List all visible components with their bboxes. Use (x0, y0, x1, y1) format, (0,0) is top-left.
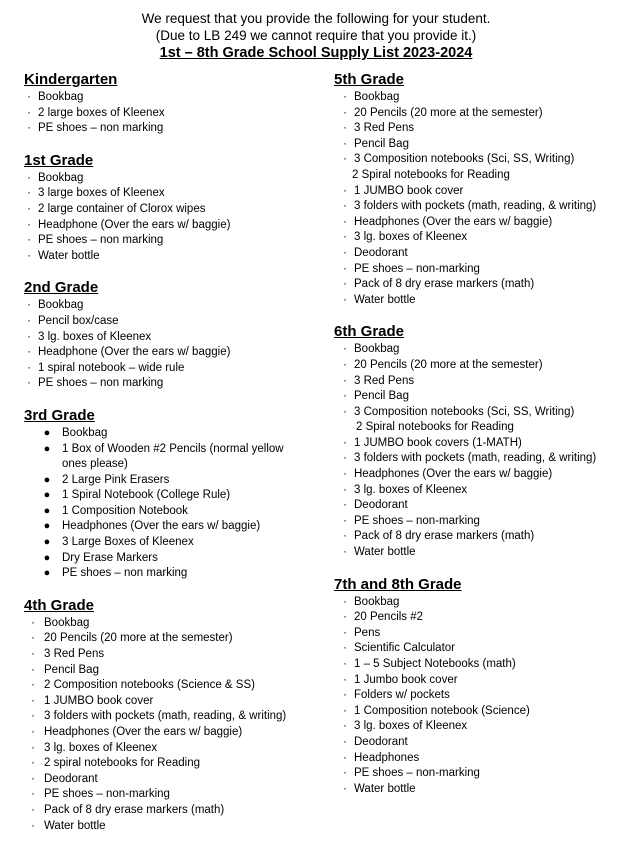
section-grade-6 (334, 322, 624, 560)
section-title: Kindergarten (24, 71, 118, 88)
bullet-icon: · (343, 689, 347, 702)
bullet-icon: ● (43, 504, 51, 517)
list-item: 2 Spiral notebooks for Reading (352, 168, 510, 181)
item-list (334, 436, 624, 561)
list-item (334, 121, 624, 137)
list-item (334, 673, 624, 689)
list-item (334, 467, 624, 483)
page-header (0, 10, 632, 62)
list-item (24, 249, 324, 265)
bullet-icon: · (343, 452, 347, 465)
request-line: We request that you provide the following for your student. (141, 11, 491, 26)
bullet-icon: · (343, 767, 347, 780)
list-item-text: Water bottle (354, 546, 416, 559)
bullet-icon: · (27, 91, 31, 103)
bullet-icon: · (343, 278, 347, 291)
bullet-icon: · (31, 741, 35, 754)
list-item-text: Water bottle (354, 782, 416, 795)
bullet-icon: · (27, 202, 31, 215)
item-list-continuation (334, 168, 624, 184)
list-item (24, 551, 294, 567)
list-item-text: Pack of 8 dry erase markers (math) (354, 278, 535, 291)
bullet-icon: · (31, 632, 35, 645)
bullet-icon: · (27, 106, 31, 119)
list-item (334, 657, 624, 673)
bullet-icon: · (31, 679, 35, 692)
list-item-text: 20 Pencils #2 (354, 611, 424, 624)
bullet-icon: ● (43, 489, 51, 502)
list-item (24, 725, 324, 741)
list-item (24, 772, 324, 788)
section-grade-5 (334, 70, 624, 308)
list-item-text: 3 Red Pens (354, 374, 415, 387)
page-title: 1st – 8th Grade School Supply List 2023-2024 (159, 45, 473, 61)
list-item-text: 1 JUMBO book cover (354, 184, 464, 197)
bullet-icon: · (27, 234, 31, 247)
bullet-icon: ● (43, 473, 51, 486)
list-item (24, 298, 324, 314)
list-item (334, 230, 624, 246)
item-list (334, 595, 624, 798)
list-item-text: Bookbag (38, 91, 84, 103)
bullet-icon: ● (43, 442, 51, 455)
bullet-icon: · (27, 299, 31, 312)
list-item (24, 741, 324, 757)
section-grade-3 (24, 406, 324, 582)
list-item-text: 3 lg. boxes of Kleenex (354, 231, 468, 244)
list-item-text: Headphones (Over the ears w/ baggie) (354, 468, 553, 481)
bullet-icon: · (343, 658, 347, 670)
bullet-icon: · (27, 377, 31, 390)
bullet-icon: · (343, 468, 347, 481)
list-item (24, 694, 324, 710)
right-column (334, 70, 624, 811)
list-item-text: Headphone (Over the ears w/ baggie) (38, 218, 231, 231)
list-item-text: Pencil Bag (354, 137, 409, 150)
bullet-icon: · (27, 330, 31, 343)
list-item-text: 2 Composition notebooks (Science & SS) (44, 679, 255, 692)
bullet-icon: ● (43, 536, 51, 549)
list-item (24, 803, 324, 819)
bullet-icon: · (31, 819, 35, 832)
list-item (334, 374, 624, 390)
item-list (24, 616, 324, 834)
list-item (24, 218, 324, 234)
list-item (334, 483, 624, 499)
list-item (24, 442, 294, 473)
section-title: 3rd Grade (24, 406, 95, 424)
item-list (334, 184, 624, 309)
list-item (334, 358, 624, 374)
list-item-text: 1 Box of Wooden #2 Pencils (normal yellow ones please) (62, 442, 284, 471)
list-item-text: Water bottle (44, 819, 106, 832)
list-item (24, 171, 324, 187)
list-item (334, 152, 624, 168)
list-item (334, 90, 624, 106)
bullet-icon: · (343, 595, 347, 608)
list-item (24, 647, 324, 663)
list-item (334, 342, 624, 358)
item-list (24, 298, 324, 392)
bullet-icon: · (31, 710, 35, 723)
list-item-text: Headphones (354, 751, 420, 764)
list-item (334, 610, 624, 626)
list-item (334, 389, 624, 405)
list-item (334, 782, 624, 798)
list-item (24, 426, 294, 442)
list-item-text: 3 lg. boxes of Kleenex (38, 330, 152, 343)
list-item-text: PE shoes – non-marking (354, 514, 480, 527)
list-item-text: PE shoes – non marking (62, 567, 188, 580)
bullet-icon: · (343, 514, 347, 527)
bullet-icon: · (27, 346, 31, 359)
list-item-text: Pack of 8 dry erase markers (math) (354, 530, 535, 543)
bullet-icon: · (343, 106, 347, 119)
list-item (334, 498, 624, 514)
list-item-text: 3 folders with pockets (math, reading, & writing) (44, 710, 287, 723)
list-item-text: Pack of 8 dry erase markers (math) (44, 803, 225, 816)
list-item-text: 2 Large Pink Erasers (62, 473, 170, 486)
list-item-text: Headphones (Over the ears w/ baggie) (44, 726, 243, 738)
list-item-text: Deodorant (354, 246, 408, 259)
bullet-icon: · (31, 663, 35, 676)
bullet-icon: · (27, 249, 31, 262)
list-item (24, 631, 324, 647)
list-item (334, 626, 624, 642)
section-title: 2nd Grade (24, 279, 99, 297)
list-item (24, 709, 324, 725)
bullet-icon: · (31, 726, 35, 738)
list-item-text: 2 large boxes of Kleenex (38, 106, 165, 119)
list-item-text: 2 spiral notebooks for Reading (44, 757, 200, 770)
bullet-icon: · (31, 757, 35, 770)
list-item-text: Pencil Bag (44, 663, 99, 676)
bullet-icon: · (27, 187, 31, 200)
list-item-text: Deodorant (44, 772, 98, 785)
bullet-icon: · (31, 616, 35, 629)
bullet-icon: · (27, 361, 31, 374)
list-item (24, 376, 324, 392)
list-item (24, 519, 294, 535)
bullet-icon: · (343, 200, 347, 213)
list-item-text: 3 folders with pockets (math, reading, & writing) (354, 200, 597, 213)
list-item (334, 751, 624, 767)
bullet-icon: · (343, 343, 347, 356)
list-item (334, 545, 624, 561)
list-item (24, 361, 324, 377)
list-item-text: 3 Composition notebooks (Sci, SS, Writing) (354, 405, 575, 418)
bullet-icon: · (31, 772, 35, 785)
item-list (334, 342, 624, 420)
bullet-icon: · (31, 803, 35, 816)
list-item (24, 233, 324, 249)
legal-note-line: (Due to LB 249 we cannot require that you provide it.) (155, 28, 477, 43)
list-item-text: 3 large boxes of Kleenex (38, 187, 165, 200)
list-item-text: 20 Pencils (20 more at the semester) (44, 632, 233, 645)
bullet-icon: · (27, 314, 31, 327)
list-item (334, 735, 624, 751)
item-list (24, 171, 324, 265)
bullet-icon: ● (43, 567, 51, 580)
list-item (334, 595, 624, 611)
list-item-text: PE shoes – non marking (38, 122, 164, 135)
list-item: 2 Spiral notebooks for Reading (356, 421, 514, 434)
list-item (24, 121, 324, 137)
list-item-text: 3 Red Pens (354, 122, 415, 135)
bullet-icon: · (31, 788, 35, 801)
list-item-text: Water bottle (354, 293, 416, 306)
list-item-text: 3 lg. boxes of Kleenex (354, 720, 468, 733)
list-item-text: 20 Pencils (20 more at the semester) (354, 106, 543, 119)
bullet-icon: · (27, 122, 31, 135)
list-item-text: Dry Erase Markers (62, 551, 158, 564)
list-item-text: Pencil box/case (38, 314, 119, 327)
list-item-text: Bookbag (354, 343, 400, 356)
left-column (24, 70, 324, 848)
bullet-icon: ● (43, 520, 51, 533)
item-list (24, 426, 294, 582)
bullet-icon: · (343, 530, 347, 543)
list-item (24, 504, 294, 520)
list-item (334, 277, 624, 293)
bullet-icon: · (27, 218, 31, 231)
bullet-icon: · (343, 499, 347, 512)
list-item (334, 184, 624, 200)
list-item (334, 704, 624, 720)
list-item-text: Deodorant (354, 735, 408, 748)
list-item-text: 3 Large Boxes of Kleenex (62, 536, 194, 549)
bullet-icon: · (343, 293, 347, 306)
list-item-text: Folders w/ pockets (354, 689, 450, 702)
bullet-icon: · (343, 546, 347, 559)
bullet-icon: · (343, 673, 347, 686)
section-grade-7-8 (334, 575, 624, 798)
list-item-text: Bookbag (44, 616, 90, 629)
list-item (24, 756, 324, 772)
list-item-text: PE shoes – non-marking (354, 767, 480, 780)
bullet-icon: · (343, 436, 347, 449)
bullet-icon: · (343, 246, 347, 259)
bullet-icon: · (27, 171, 31, 184)
list-item-text: 1 JUMBO book cover (44, 694, 154, 707)
list-item (24, 616, 324, 632)
section-grade-2 (24, 278, 324, 392)
list-item (24, 488, 294, 504)
list-item-text: 3 lg. boxes of Kleenex (354, 483, 468, 496)
list-item (24, 663, 324, 679)
list-item-text: PE shoes – non-marking (44, 788, 170, 801)
list-item (334, 641, 624, 657)
list-item (24, 330, 324, 346)
list-item (334, 215, 624, 231)
bullet-icon: · (343, 720, 347, 733)
list-item (334, 262, 624, 278)
list-item (24, 314, 324, 330)
item-list (24, 90, 324, 137)
list-item-text: Pens (354, 626, 381, 639)
bullet-icon: · (343, 751, 347, 764)
bullet-icon: · (343, 262, 347, 275)
bullet-icon: · (343, 91, 347, 103)
bullet-icon: · (343, 122, 347, 135)
bullet-icon: · (343, 611, 347, 624)
list-item (24, 566, 294, 582)
list-item (24, 345, 324, 361)
list-item (24, 473, 294, 489)
list-item-text: 1 Spiral Notebook (College Rule) (62, 489, 231, 502)
bullet-icon: · (343, 231, 347, 244)
list-item-text: Pencil Bag (354, 390, 409, 403)
list-item-text: Deodorant (354, 499, 408, 512)
section-title: 4th Grade (24, 596, 95, 614)
bullet-icon: ● (43, 426, 51, 439)
bullet-icon: · (343, 735, 347, 748)
bullet-icon: · (343, 642, 347, 655)
list-item-text: Bookbag (38, 299, 84, 312)
list-item-text: PE shoes – non marking (38, 234, 164, 247)
list-item-text: Scientific Calculator (354, 642, 455, 655)
bullet-icon: · (343, 184, 347, 197)
list-item-text: Water bottle (38, 249, 100, 262)
list-item-text: 3 lg. boxes of Kleenex (44, 741, 158, 754)
list-item (334, 451, 624, 467)
list-item-text: Bookbag (38, 171, 84, 184)
bullet-icon: ● (43, 551, 51, 564)
list-item-text: Headphones (Over the ears w/ baggie) (354, 215, 553, 228)
list-item (24, 186, 324, 202)
list-item-text: 20 Pencils (20 more at the semester) (354, 358, 543, 371)
list-item (334, 199, 624, 215)
list-item-text: 3 Composition notebooks (Sci, SS, Writing) (354, 153, 575, 166)
list-item (334, 719, 624, 735)
bullet-icon: · (343, 137, 347, 150)
list-item (334, 436, 624, 452)
bullet-icon: · (343, 215, 347, 228)
section-grade-4 (24, 596, 324, 834)
bullet-icon: · (343, 390, 347, 403)
list-item (334, 246, 624, 262)
list-item (24, 678, 324, 694)
bullet-icon: · (31, 694, 35, 707)
bullet-icon: · (343, 704, 347, 717)
list-item-text: 2 large container of Clorox wipes (38, 202, 206, 215)
section-title: 1st Grade (24, 151, 94, 169)
list-item-text: 1 – 5 Subject Notebooks (math) (354, 658, 516, 670)
list-item (334, 293, 624, 309)
list-item (334, 106, 624, 122)
list-item (334, 405, 624, 421)
section-kindergarten (24, 70, 324, 137)
list-item (334, 514, 624, 530)
section-title: 7th and 8th Grade (334, 575, 462, 593)
bullet-icon: · (343, 405, 347, 418)
list-item (24, 535, 294, 551)
list-item-text: 1 Composition notebook (Science) (354, 704, 530, 717)
list-item-text: 3 folders with pockets (math, reading, & writing) (354, 452, 597, 465)
list-item (334, 688, 624, 704)
section-title: 6th Grade (334, 323, 405, 341)
list-item-text: Headphones (Over the ears w/ baggie) (62, 520, 261, 533)
list-item-text: Bookbag (354, 91, 400, 103)
list-item-text: PE shoes – non marking (38, 377, 164, 390)
bullet-icon: · (343, 626, 347, 639)
bullet-icon: · (343, 782, 347, 795)
list-item-text: 1 Jumbo book cover (354, 673, 458, 686)
list-item-text: Headphone (Over the ears w/ baggie) (38, 346, 231, 359)
list-item-text: 3 Red Pens (44, 648, 105, 661)
section-title: 5th Grade (334, 71, 405, 88)
bullet-icon: · (343, 358, 347, 371)
list-item-text: PE shoes – non-marking (354, 262, 480, 275)
item-list-continuation (334, 420, 624, 436)
list-item-text: Bookbag (62, 426, 108, 439)
list-item (24, 819, 324, 835)
item-list (334, 90, 624, 168)
bullet-icon: · (31, 648, 35, 661)
list-item (24, 90, 324, 106)
list-item (24, 787, 324, 803)
list-item-text: 1 JUMBO book covers (1-MATH) (354, 436, 522, 449)
list-item-text: 1 spiral notebook – wide rule (38, 361, 185, 374)
list-item-text: 1 Composition Notebook (62, 504, 188, 517)
bullet-icon: · (343, 483, 347, 496)
list-item (334, 137, 624, 153)
list-item (334, 529, 624, 545)
bullet-icon: · (343, 374, 347, 387)
list-item (24, 202, 324, 218)
section-grade-1 (24, 151, 324, 265)
bullet-icon: · (343, 153, 347, 166)
list-item-text: Bookbag (354, 595, 400, 608)
list-item (334, 766, 624, 782)
list-item (24, 106, 324, 122)
